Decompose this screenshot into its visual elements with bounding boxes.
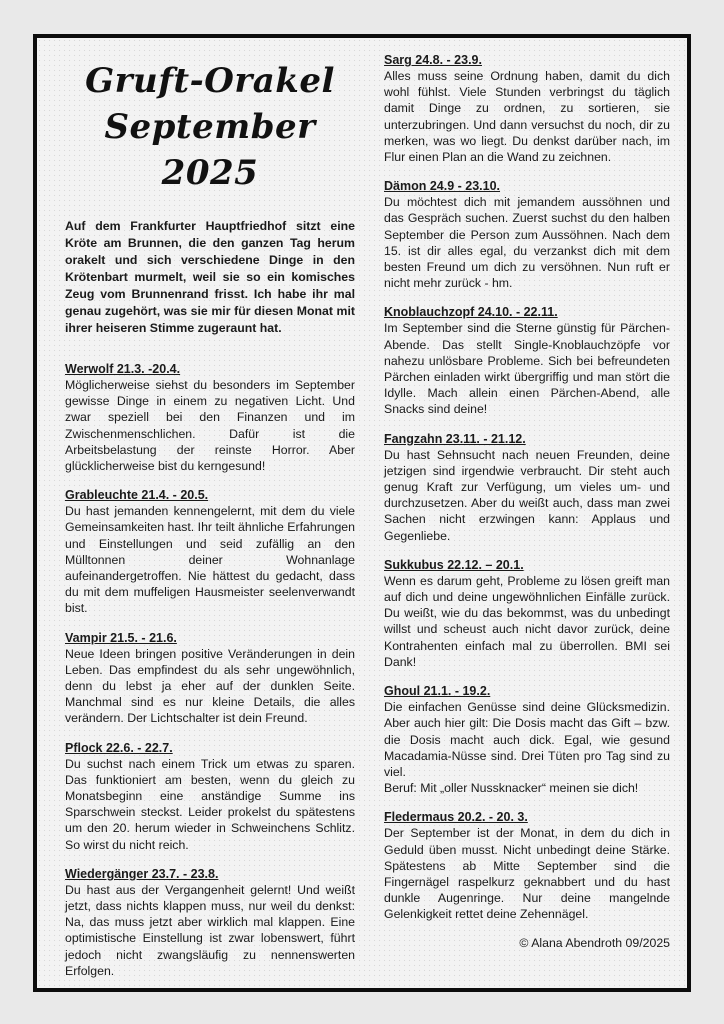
entry-heading: Fangzahn 23.11. - 21.12. [384, 431, 526, 446]
entry-heading: Fledermaus 20.2. - 20. 3. [384, 810, 528, 825]
entry-heading: Vampir 21.5. - 21.6. [65, 630, 177, 645]
entry-text: Du hast jemanden kennengelernt, mit dem du viele Gemeinsamkeiten hast. Ihr teilt ähnliche Erfahrungen und Einstellungen und seid zufällig an den Mülltonnen deiner Wohnanlage aufeinandergetroffen. Nie hättest du gedacht, dass du mit dem muffeligen Hausmeister seelenverwandt bist. [65, 504, 355, 616]
horoscope-vampir [65, 630, 355, 727]
entry-heading: Dämon 24.9 - 23.10. [384, 179, 501, 194]
horoscope-knoblauchzopf [384, 304, 670, 417]
horoscope-pflock [65, 740, 355, 853]
entry-text: Du hast aus der Vergangenheit gelernt! Und weißt jetzt, dass nichts klappen muss, nur weil du denkst: Na, das muss jetzt aber wirklich mal klappen. Eine optimistische Einstellung ist zwar lobenswert, führt jedoch nicht zwangsläufig zu nennenswerten Erfolgen. [65, 882, 355, 978]
entry-extra-text: Beruf: Mit „oller Nussknacker“ meinen sie dich! [384, 781, 639, 796]
page-frame [33, 34, 691, 992]
copyright: © Alana Abendroth 09/2025 [519, 935, 670, 950]
horoscope-wiedergaenger [65, 866, 355, 979]
horoscope-sarg [384, 52, 670, 165]
title-line-1: Gruft-Orakel [85, 61, 335, 101]
title-line-2: September 2025 [104, 107, 316, 193]
horoscope-daemon [384, 178, 670, 291]
horoscope-werwolf [65, 361, 355, 474]
right-column [384, 52, 670, 951]
entry-text: Neue Ideen bringen positive Veränderungen in dein Leben. Das empfindest du als sehr ungewöhnlich, denn du lebst ja eher auf der dunklen Seite. Manchmal sind es nur kleine Details, die alles verändern. Der Lichtschalter ist dein Freund. [65, 646, 355, 726]
horoscope-ghoul [384, 683, 670, 796]
entry-heading: Pflock 22.6. - 22.7. [65, 740, 173, 755]
horoscope-grableuchte [65, 487, 355, 616]
entry-text: Möglicherweise siehst du besonders im September gewisse Dinge in einem zu negativen Licht. Und zwar speziell bei den Finanzen und im Zwischenmenschlichen. Dafür ist die Arbeitsbelastung der reinste Horror. Aber glücklicherweise bist du kerngesund! [65, 378, 355, 474]
left-column [65, 38, 355, 979]
entry-text: Die einfachen Genüsse sind deine Glücksmedizin. Aber auch hier gilt: Die Dosis macht das Gift – bzw. die Dosis macht auch dick. Egal, wie gesund Macadamia-Nüsse sind. Drei Tüten pro Tag sind zu viel. [384, 700, 670, 779]
entry-text: Alles muss seine Ordnung haben, damit du dich wohl fühlst. Viele Stunden verbringst du täglich damit Dinge zu ordnen, zu sortieren, sie unterzubringen. Und dann versuchst du noch, dir zu merken, was wo liegt. Du denkst darüber nach, im Flur einen Plan an die Wand zu zeichnen. [384, 69, 670, 165]
entry-text: Im September sind die Sterne günstig für Pärchen-Abende. Das stellt Single-Knoblauchzöpfe vor nahezu unlösbare Probleme. Sich bei befreundeten Pärchen einladen wirkt übergriffig und man stört die Idylle. Mach allein einen Pärchen-Abend, alle Snacks sind deine! [384, 321, 670, 417]
horoscope-sukkubus [384, 557, 670, 670]
entry-heading: Sukkubus 22.12. – 20.1. [384, 557, 524, 572]
entry-heading: Werwolf 21.3. -20.4. [65, 362, 181, 376]
intro-text: Auf dem Frankfurter Hauptfriedhof sitzt eine Kröte am Brunnen, die den ganzen Tag herum orakelt und sich verschiedene Dinge in den Krötenbart murmelt, weil sie so ein komisches Zeug vom Brunnenrand frisst. Ich habe ihr mal genau zugehört, was sie mir für diesen Monat mit ihrer heiseren Stimme zugeraunt hat. [65, 219, 355, 335]
entry-heading: Knoblauchzopf 24.10. - 22.11. [384, 305, 558, 320]
horoscope-fledermaus [384, 809, 670, 922]
entry-text: Der September ist der Monat, in dem du dich in Geduld üben musst. Nicht unbedingt deine Stärke. Spätestens ab Mitte September sind die Fingernägel raspelkurz geknabbert und du hast dunkle Augenringe. Nur deine mangelnde Gelenkigkeit rettet deine Zehennägel. [384, 826, 670, 922]
entry-text: Du hast Sehnsucht nach neuen Freunden, deine jetzigen sind irgendwie verbraucht. Dir steht auch genug Kraft zur Verfügung, um vieles um- und durchzusetzen. Aber du weißt auch, dass man zwei Sachen nicht erzwingen kann: Applaus und Gegenliebe. [384, 447, 670, 543]
entry-text: Wenn es darum geht, Probleme zu lösen greift man auf dich und deine ungewöhnlichen Einfälle zurück. Du weißt, wie du das bekommst, was du unbedingt willst und scheust auch nicht davor zurück, deine Kontrahenten einfach mal zu überrollen. BMI sei Dank! [384, 573, 670, 669]
entry-text: Du suchst nach einem Trick um etwas zu sparen. Das funktioniert am besten, wenn du gleich zu Monatsbeginn eine anständige Summe ins Sparschwein steckst. Leider prokelst du spätestens um den 20. herum wieder in Schweinchens Schlitz. So wirst du nicht reich. [65, 756, 355, 852]
entry-heading: Ghoul 21.1. - 19.2. [384, 684, 491, 699]
entry-heading: Sarg 24.8. - 23.9. [384, 53, 482, 67]
horoscope-fangzahn [384, 431, 670, 544]
entry-heading: Wiedergänger 23.7. - 23.8. [65, 866, 219, 881]
entry-text: Du möchtest dich mit jemandem aussöhnen und das Gespräch suchen. Zuerst suchst du den halben September die Person zum Aussöhnen. Nach dem 15. ist dir alles egal, du verzankst dich mit dem besten Freund um dich zu versöhnen. Nun ruft er nicht mehr zurück - hm. [384, 195, 670, 291]
entry-heading: Grableuchte 21.4. - 20.5. [65, 488, 209, 503]
